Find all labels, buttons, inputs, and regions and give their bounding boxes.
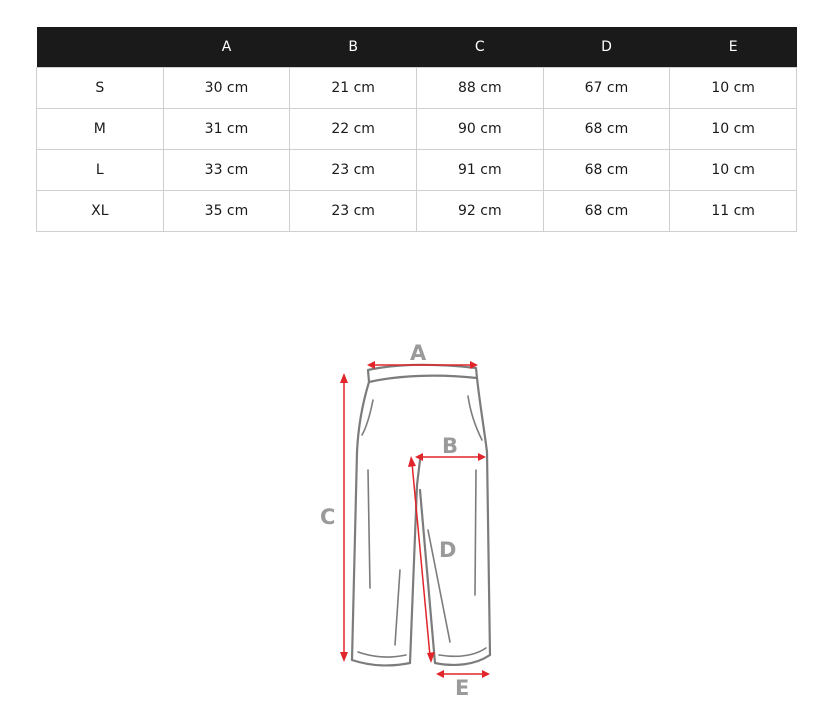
pants-illustration bbox=[300, 330, 530, 700]
cell-d: 68 cm bbox=[543, 191, 670, 232]
label-d: D bbox=[439, 538, 457, 562]
cell-a: 33 cm bbox=[163, 150, 290, 191]
header-e: E bbox=[670, 27, 797, 68]
header-size bbox=[37, 27, 164, 68]
cell-c: 91 cm bbox=[416, 150, 543, 191]
table-header-row bbox=[37, 27, 797, 68]
cell-e: 10 cm bbox=[670, 109, 797, 150]
pants-outline bbox=[352, 365, 490, 666]
arrow-icon bbox=[482, 670, 490, 678]
arrow-icon bbox=[436, 670, 444, 678]
header-b: B bbox=[290, 27, 417, 68]
cell-c: 90 cm bbox=[416, 109, 543, 150]
header-a: A bbox=[163, 27, 290, 68]
header-c: C bbox=[416, 27, 543, 68]
cell-e: 10 cm bbox=[670, 68, 797, 109]
cell-c: 88 cm bbox=[416, 68, 543, 109]
size-cell: M bbox=[37, 109, 164, 150]
cell-b: 23 cm bbox=[290, 150, 417, 191]
label-a: A bbox=[410, 341, 427, 365]
cell-a: 30 cm bbox=[163, 68, 290, 109]
table-row bbox=[37, 68, 797, 109]
cell-d: 67 cm bbox=[543, 68, 670, 109]
cell-d: 68 cm bbox=[543, 109, 670, 150]
cell-c: 92 cm bbox=[416, 191, 543, 232]
cell-e: 11 cm bbox=[670, 191, 797, 232]
size-cell: L bbox=[37, 150, 164, 191]
arrow-icon bbox=[340, 373, 348, 383]
table-row bbox=[37, 191, 797, 232]
arrow-icon bbox=[478, 453, 486, 461]
size-cell: S bbox=[37, 68, 164, 109]
header-d: D bbox=[543, 27, 670, 68]
cell-d: 68 cm bbox=[543, 150, 670, 191]
label-c: C bbox=[320, 505, 336, 529]
table-row bbox=[37, 109, 797, 150]
arrow-icon bbox=[408, 456, 416, 467]
arrow-icon bbox=[367, 361, 375, 369]
label-b: B bbox=[442, 434, 459, 458]
cell-a: 31 cm bbox=[163, 109, 290, 150]
arrow-icon bbox=[340, 652, 348, 662]
cell-b: 21 cm bbox=[290, 68, 417, 109]
cell-b: 22 cm bbox=[290, 109, 417, 150]
cell-e: 10 cm bbox=[670, 150, 797, 191]
size-cell: XL bbox=[37, 191, 164, 232]
cell-a: 35 cm bbox=[163, 191, 290, 232]
pants-details bbox=[358, 396, 486, 657]
table-row bbox=[37, 150, 797, 191]
size-chart-table bbox=[36, 27, 797, 232]
label-e: E bbox=[455, 676, 470, 700]
cell-b: 23 cm bbox=[290, 191, 417, 232]
pants-measurement-diagram bbox=[300, 330, 530, 700]
